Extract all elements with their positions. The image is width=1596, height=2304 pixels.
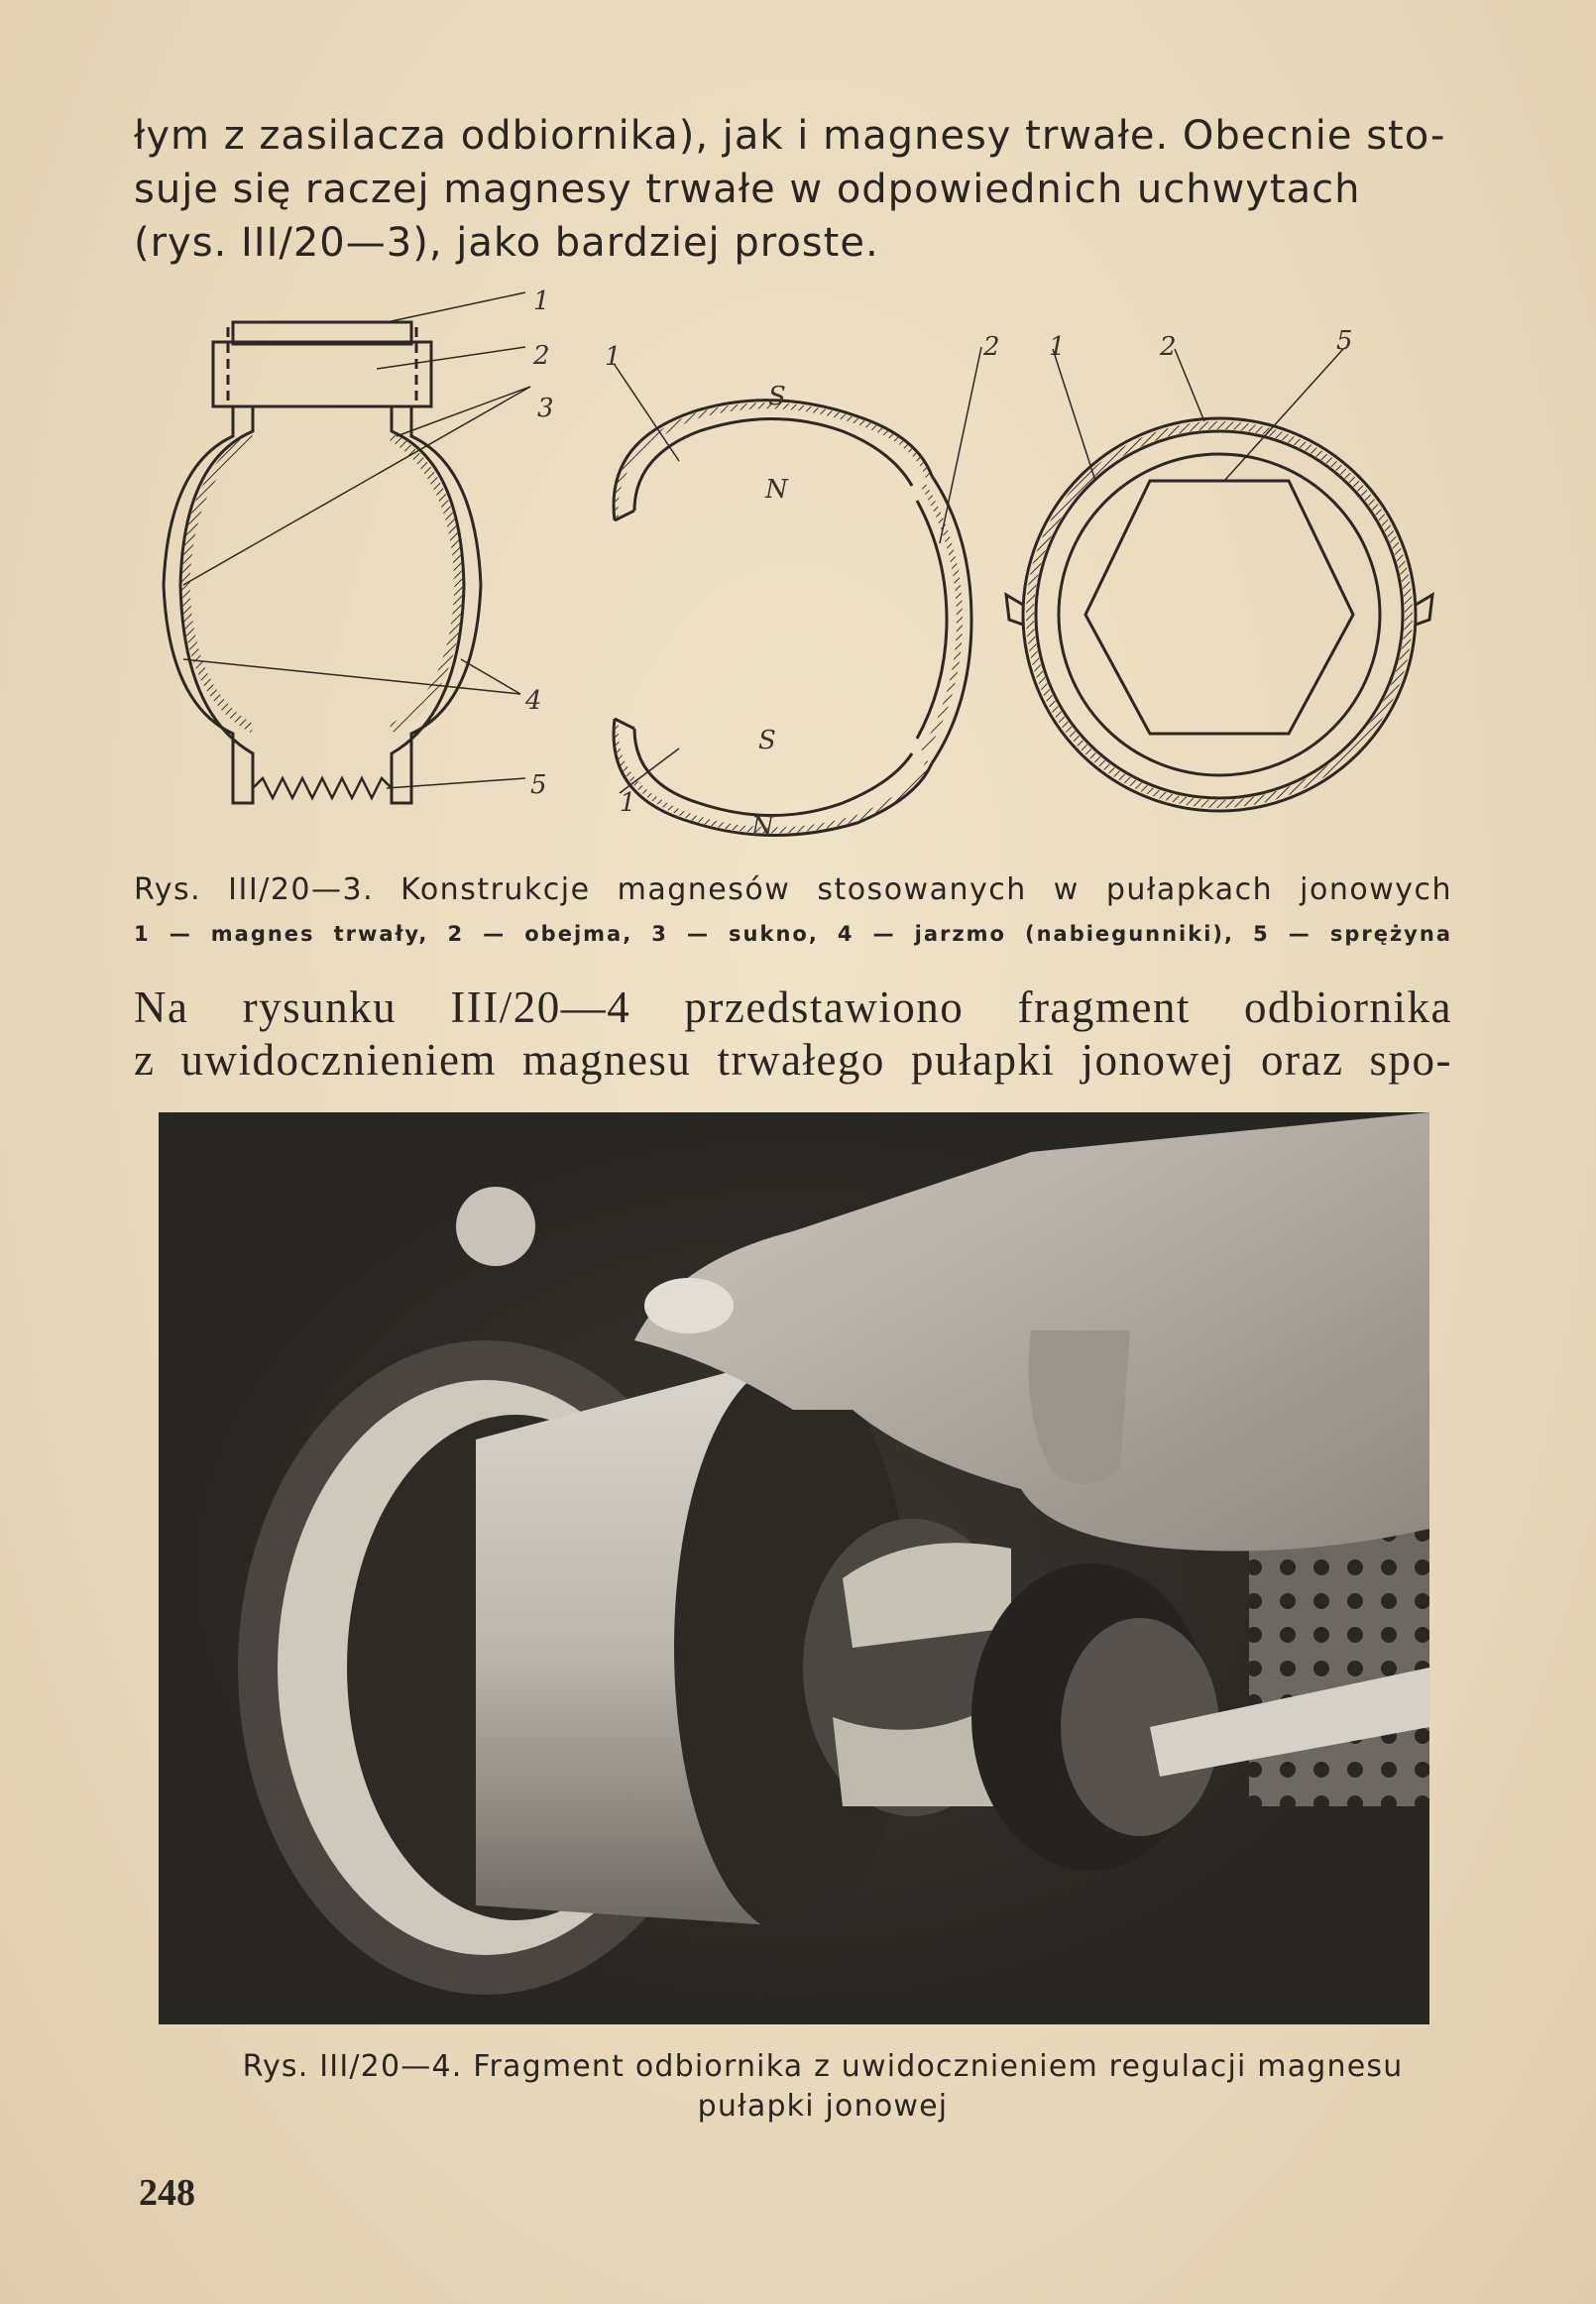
label-ring-1: 1 [1049,332,1066,362]
figure-2-caption [188,2047,1457,2127]
label-S-top: S [768,382,786,411]
label-magnet-1b: 1 [620,788,636,818]
paragraph-1-line-1: łym z zasilacza odbiornika), jak i magnesy trwałe. Obecnie sto- [134,113,1446,159]
figure-1-caption: Rys. III/20—3. Konstrukcje magnesów stosowanych w pułapkach jonowych [134,872,1452,907]
paragraph-2 [134,981,1452,1087]
figure-2-caption-line-1: Rys. III/20—4. Fragment odbiornika z uwidocznieniem regulacji magnesu [242,2049,1404,2084]
paragraph-1-line-3: (rys. III/20—3), jako bardziej proste. [134,220,879,266]
paragraph-2-line-2: z uwidocznieniem magnesu trwałego pułapki jonowej oraz spo- [134,1035,1452,1085]
figure-1-magnet-drawings [139,288,1457,863]
drawing-magnet-holder [164,292,530,803]
label-3: 3 [537,394,554,423]
label-N-top: N [765,475,788,505]
label-4: 4 [525,686,542,716]
label-ring-2: 2 [1160,332,1177,362]
label-5: 5 [530,770,547,800]
label-N-bottom: N [751,812,774,842]
paragraph-2-line-1: Na rysunku III/20—4 przedstawiono fragment odbiornika [134,982,1452,1032]
label-magnet-2: 2 [983,332,1000,362]
label-1: 1 [533,288,550,316]
figure-2-photo [159,1112,1429,2024]
paragraph-1 [134,109,1452,270]
figure-2-caption-line-2: pułapki jonowej [697,2089,949,2124]
label-2: 2 [533,341,550,371]
label-magnet-1a: 1 [605,342,622,372]
figure-1-legend: 1 — magnes trwały, 2 — obejma, 3 — sukno, 4 — jarzmo (nabiegunniki), 5 — sprężyna [134,922,1452,946]
paragraph-1-line-2: suje się raczej magnesy trwałe w odpowiednich uchwytach [134,167,1361,212]
label-S-bottom: S [758,726,776,755]
label-ring-5: 5 [1336,326,1353,356]
drawing-ring-magnet [1006,349,1432,811]
photo-illustration [159,1112,1429,2024]
page-number: 248 [139,2172,195,2214]
drawing-split-magnet [614,347,981,836]
